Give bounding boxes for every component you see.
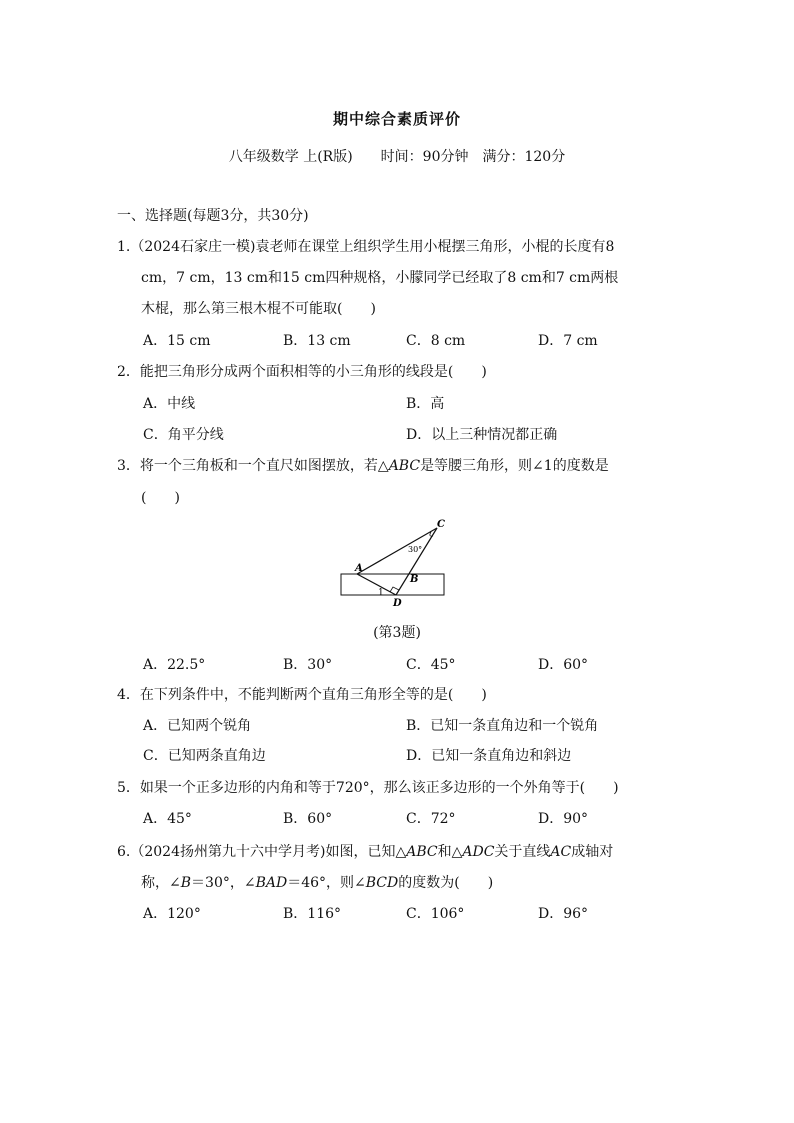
q5-option-c: C．72° bbox=[406, 811, 456, 827]
q5-option-a: A．45° bbox=[143, 811, 192, 827]
q3-stem-post: 是等腰三角形，则∠1的度数是 bbox=[420, 458, 609, 474]
q4-option-c: C．已知两条直角边 bbox=[143, 748, 266, 764]
q6-angle-bad: BAD bbox=[255, 875, 288, 891]
q3-option-c: C．45° bbox=[406, 657, 456, 673]
q3-stem-line2: ( ) bbox=[141, 490, 180, 506]
q3-option-b: B．30° bbox=[283, 657, 333, 673]
q6-option-d: D．96° bbox=[538, 906, 589, 922]
label-b: B bbox=[410, 574, 419, 585]
q6-text-1: 6.（2024扬州第九十六中学月考)如图，已知△ bbox=[117, 844, 407, 860]
q6-text-5: 称，∠ bbox=[141, 875, 181, 891]
q6-option-b: B．116° bbox=[283, 906, 342, 922]
section-heading: 一、选择题(每题3分，共30分) bbox=[117, 208, 309, 224]
q1-option-b: B．13 cm bbox=[283, 333, 351, 349]
q6-triangle-adc: ADC bbox=[462, 844, 495, 860]
q3-option-d: D．60° bbox=[538, 657, 589, 673]
q2-option-c: C．角平分线 bbox=[143, 427, 224, 443]
q2-option-a: A．中线 bbox=[143, 396, 196, 412]
q5-stem: 5．如果一个正多边形的内角和等于720°，那么该正多边形的一个外角等于( ) bbox=[117, 780, 619, 796]
label-c: C bbox=[437, 519, 445, 530]
q3-figure-caption: (第3题) bbox=[373, 625, 421, 641]
q6-stem-line1 bbox=[117, 842, 613, 862]
q6-text-8: 的度数为( ) bbox=[398, 875, 494, 891]
q3-stem-line1 bbox=[117, 456, 609, 476]
q6-option-a: A．120° bbox=[143, 906, 201, 922]
q1-option-d: D．7 cm bbox=[538, 333, 598, 349]
q2-option-b: B．高 bbox=[406, 396, 445, 412]
q6-text-4: 成轴对 bbox=[571, 844, 614, 860]
q6-triangle-abc: ABC bbox=[406, 844, 438, 860]
q4-stem: 4．在下列条件中，不能判断两个直角三角形全等的是( ) bbox=[117, 687, 487, 703]
page-title: 期中综合素质评价 bbox=[332, 110, 461, 128]
q6-text-6: ＝30°，∠ bbox=[191, 875, 256, 891]
q6-angle-bcd: BCD bbox=[365, 875, 399, 891]
q6-text-2: 和△ bbox=[437, 844, 463, 860]
q1-option-c: C．8 cm bbox=[406, 333, 466, 349]
q2-stem: 2．能把三角形分成两个面积相等的小三角形的线段是( ) bbox=[117, 364, 487, 380]
q3-option-a: A．22.5° bbox=[143, 657, 206, 673]
page-subtitle: 八年级数学 上(R版) 时间：90分钟 满分：120分 bbox=[228, 149, 566, 165]
ruler bbox=[341, 574, 444, 595]
q6-option-c: C．106° bbox=[406, 906, 465, 922]
q6-angle-b: B bbox=[180, 875, 192, 891]
q1-stem-line3: 木棍，那么第三根木棍不可能取( ) bbox=[141, 301, 376, 317]
angle-30-label: 30° bbox=[408, 545, 423, 554]
q4-option-d: D．已知一条直角边和斜边 bbox=[406, 748, 572, 764]
q1-option-a: A．15 cm bbox=[143, 333, 211, 349]
q1-stem-line1: 1.（2024石家庄一模)袁老师在课堂上组织学生用小棍摆三角形，小棍的长度有8 bbox=[117, 239, 615, 255]
segment-ac bbox=[357, 528, 437, 574]
q3-figure bbox=[330, 515, 460, 615]
q3-triangle-abc: ABC bbox=[388, 458, 421, 474]
q3-stem-pre: 3．将一个三角板和一个直尺如图摆放，若△ bbox=[117, 458, 389, 474]
q6-text-7: ＝46°，则∠ bbox=[287, 875, 366, 891]
label-d: D bbox=[393, 598, 402, 609]
q6-line-ac: AC bbox=[550, 844, 572, 860]
q6-text-3: 关于直线 bbox=[494, 844, 551, 860]
angle-1-label: 1 bbox=[378, 588, 384, 598]
label-a: A bbox=[355, 563, 363, 574]
q5-option-b: B．60° bbox=[283, 811, 333, 827]
q4-option-a: A．已知两个锐角 bbox=[143, 718, 252, 734]
q6-stem-line2 bbox=[141, 873, 493, 893]
q1-stem-line2: cm，7 cm，13 cm和15 cm四种规格，小朦同学已经取了8 cm和7 cm两根 bbox=[141, 270, 619, 286]
q4-option-b: B．已知一条直角边和一个锐角 bbox=[406, 718, 599, 734]
q2-option-d: D．以上三种情况都正确 bbox=[406, 427, 558, 443]
q5-option-d: D．90° bbox=[538, 811, 589, 827]
